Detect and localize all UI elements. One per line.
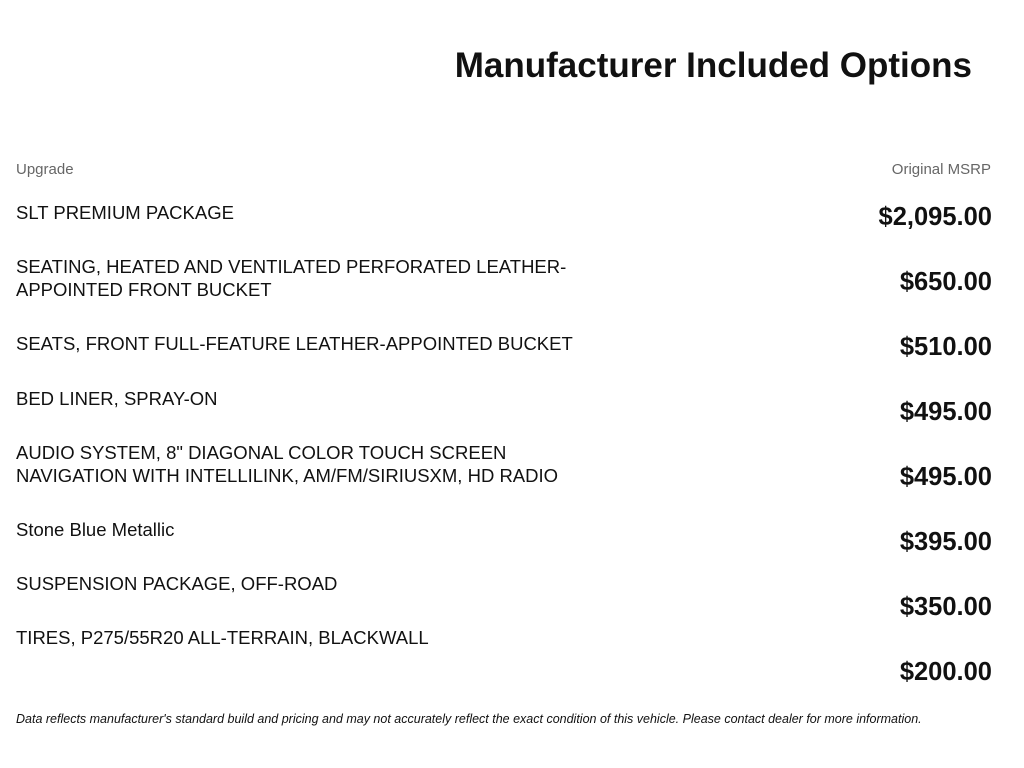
option-price-list: [879, 199, 992, 719]
msrp-column-header: Original MSRP: [891, 161, 991, 178]
upgrade-column-header: Upgrade: [16, 161, 74, 178]
option-price: $495.00: [899, 463, 992, 491]
option-name: SUSPENSION PACKAGE, OFF-ROAD: [16, 573, 338, 594]
option-name: SEATING, HEATED AND VENTILATED PERFORATED LEATHER-APPOINTED FRONT BUCKET: [16, 256, 567, 300]
option-price: $350.00: [899, 593, 992, 621]
option-name-list: [16, 201, 576, 649]
page-title: Manufacturer Included Options: [454, 46, 972, 85]
disclaimer-text: Data reflects manufacturer's standard build and pricing and may not accurately reflect the exact condition of this vehicle. Please contact dealer for more information.: [16, 712, 922, 726]
option-name: BED LINER, SPRAY-ON: [16, 388, 218, 409]
option-price: $650.00: [899, 268, 992, 296]
option-name: TIRES, P275/55R20 ALL-TERRAIN, BLACKWALL: [16, 627, 429, 648]
option-name: Stone Blue Metallic: [16, 519, 175, 540]
option-price: $510.00: [899, 333, 992, 361]
option-price: $495.00: [899, 398, 992, 426]
option-price: $2,095.00: [878, 203, 992, 231]
option-name: AUDIO SYSTEM, 8" DIAGONAL COLOR TOUCH SCREEN NAVIGATION WITH INTELLILINK, AM/FM/SIRIUSXM, HD RADIO: [16, 442, 559, 486]
option-price: $200.00: [899, 658, 992, 686]
option-name: SLT PREMIUM PACKAGE: [16, 202, 234, 223]
option-name: SEATS, FRONT FULL-FEATURE LEATHER-APPOINTED BUCKET: [16, 333, 573, 354]
option-price: $395.00: [899, 528, 992, 556]
